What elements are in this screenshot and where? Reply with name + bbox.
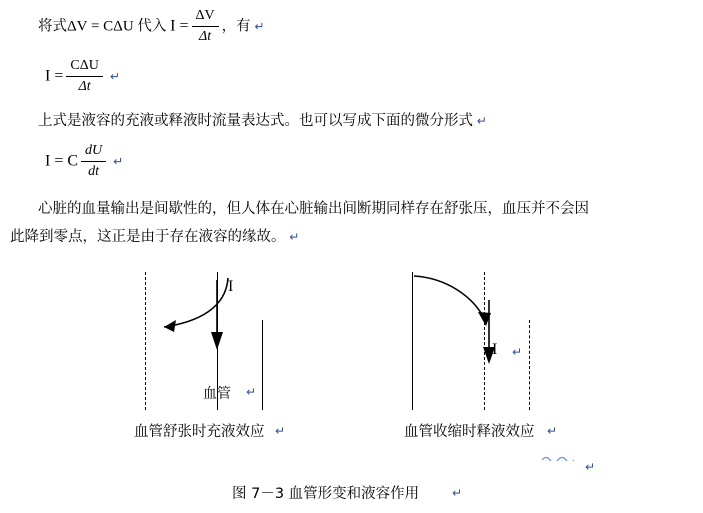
paragraph-mark-icon: ↵ <box>246 385 257 399</box>
left-diagram-caption: 血管舒张时充液效应 <box>134 424 265 440</box>
equation-1-fraction <box>66 57 102 95</box>
left-diagram-vessel-label: 血管 <box>203 386 231 402</box>
paragraph-mark-icon: ↵ <box>289 230 300 244</box>
body-line-2-text: 此降到零点，这正是由于存在液容的缘故。 <box>10 229 286 245</box>
intro-delta-v: ΔV = CΔU <box>67 18 134 35</box>
equation-2 <box>45 143 123 181</box>
right-diagram-current-label: I <box>492 341 498 358</box>
equation-1 <box>45 58 120 96</box>
paragraph-mark-icon: ↵ <box>512 345 523 359</box>
intro-fraction-denominator: Δt <box>199 28 212 44</box>
equation-2-fraction <box>81 142 106 180</box>
equation-2-lhs: I = C <box>45 152 79 170</box>
paragraph-mark-icon: ↵ <box>275 424 286 438</box>
left-diagram-current-label: I <box>228 278 234 295</box>
intro-prefix: 将式 <box>38 18 67 35</box>
intro-mid: 代入 <box>137 18 167 35</box>
equation-2-denominator: dt <box>88 163 100 179</box>
intro-i-lhs: I = <box>170 17 189 35</box>
right-diagram-caption: 血管收缩时释液效应 <box>404 424 535 440</box>
equation-1-denominator: Δt <box>78 78 91 94</box>
statement-1-text: 上式是液容的充液或释液时流量表达式。也可以写成下面的微分形式 <box>38 113 473 129</box>
paragraph-mark-icon: ↵ <box>547 424 558 438</box>
paragraph-body-line-2 <box>10 228 299 246</box>
body-line-1-text: 心脏的血量输出是间歇性的，但人体在心脏输出间断期同样存在舒张压，血压并不会因 <box>38 201 589 217</box>
right-diagram-inner-right-dashed-line <box>529 320 530 410</box>
paragraph-intro <box>38 8 264 46</box>
equation-1-numerator: CΔU <box>66 57 102 77</box>
figure-caption: 图 7－3 血管形变和液容作用 <box>232 486 420 502</box>
left-diagram-inner-right-line <box>262 320 263 410</box>
right-diagram-down-arrow-icon <box>478 300 502 368</box>
intro-fraction <box>192 7 219 45</box>
intro-fraction-numerator: ΔV <box>192 7 219 27</box>
intro-suffix: ，有 <box>221 18 251 35</box>
equation-2-numerator: dU <box>81 142 106 162</box>
squiggle-mark-icon <box>542 455 574 461</box>
paragraph-mark-icon: ↵ <box>113 154 124 169</box>
paragraph-mark-icon: ↵ <box>109 69 120 84</box>
equation-1-lhs: I = <box>45 67 64 85</box>
paragraph-mark-icon: ↵ <box>254 19 265 34</box>
paragraph-mark-icon: ↵ <box>585 460 596 474</box>
left-diagram-down-arrow-icon <box>206 280 230 352</box>
paragraph-mark-icon: ↵ <box>476 114 487 128</box>
paragraph-mark-icon: ↵ <box>452 486 463 500</box>
paragraph-statement-1 <box>38 112 487 130</box>
paragraph-body-line-1 <box>38 200 589 218</box>
